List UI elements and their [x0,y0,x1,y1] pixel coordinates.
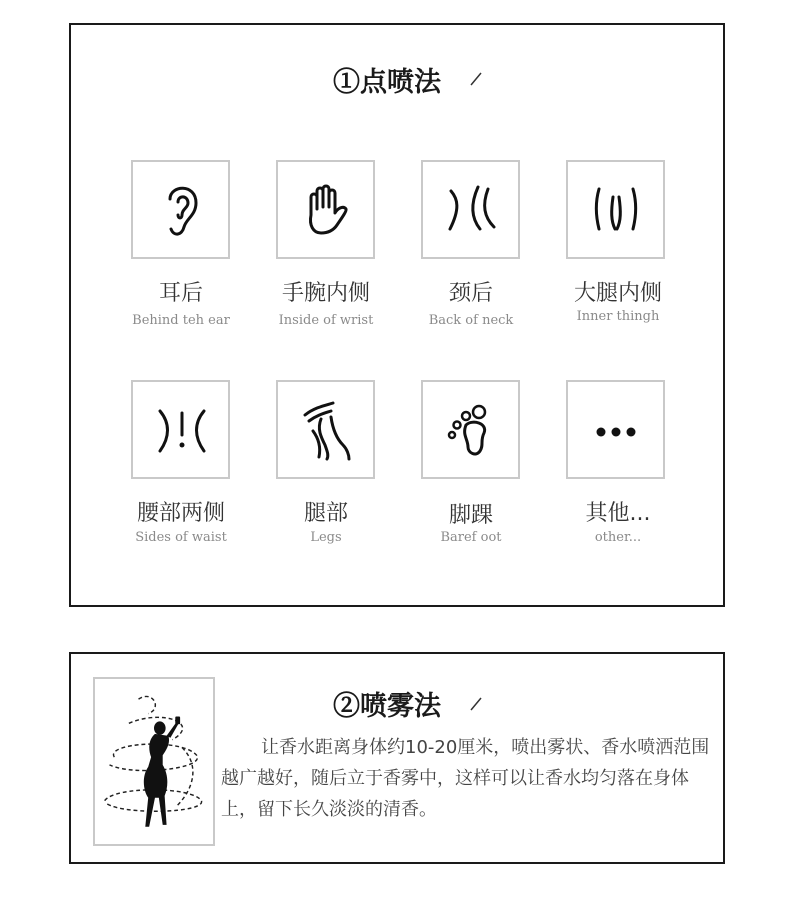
item-label: 其他... [585,501,651,526]
hand-icon-box [276,160,375,259]
item-label: 大腿内侧 [573,281,662,306]
item-label: 腰部两侧 [136,501,225,526]
ellipsis-icon-box [566,380,665,479]
spot-spray-panel [69,23,725,607]
thigh-icon-box [566,160,665,259]
item-label: 手腕内侧 [281,281,370,306]
item-label: 颈后 [448,281,493,306]
item-sub-label: Baref oot [440,530,502,545]
woman-spray-icon [95,679,213,844]
ellipsis-icon [581,395,651,465]
leg-icon [291,395,361,465]
item-label: 脚踝 [448,503,493,528]
mist-spray-panel [69,652,725,864]
item-sub-label: Inner thingh [576,309,660,324]
item-sub-label: Legs [310,530,342,545]
neck-icon-box [421,160,520,259]
slash-icon [469,72,483,86]
illustration-box [93,677,215,846]
hand-icon [291,175,361,245]
item-sub-label: other... [594,530,642,545]
thigh-icon [581,175,651,245]
waist-icon-box [131,380,230,479]
item-sub-label: Back of neck [428,313,514,328]
ear-icon-box [131,160,230,259]
item-sub-label: Inside of wrist [278,313,374,328]
item-sub-label: Behind teh ear [132,313,230,328]
section-title: ①点喷法 [333,67,441,98]
item-label: 耳后 [158,281,203,306]
neck-icon [436,175,506,245]
description-text: 让香水距离身体约10-20厘米，喷出雾状、香水喷洒范围越广越好，随后立于香雾中，这样可以让香水均匀落在身体上，留下长久淡淡的清香。 [221,737,710,820]
waist-icon [146,395,216,465]
foot-icon-box [421,380,520,479]
foot-icon [436,395,506,465]
section-title: ②喷雾法 [333,691,441,722]
item-sub-label: Sides of waist [135,530,227,545]
ear-icon [146,175,216,245]
slash-icon [469,697,483,711]
leg-icon-box [276,380,375,479]
item-label: 腿部 [303,501,348,526]
